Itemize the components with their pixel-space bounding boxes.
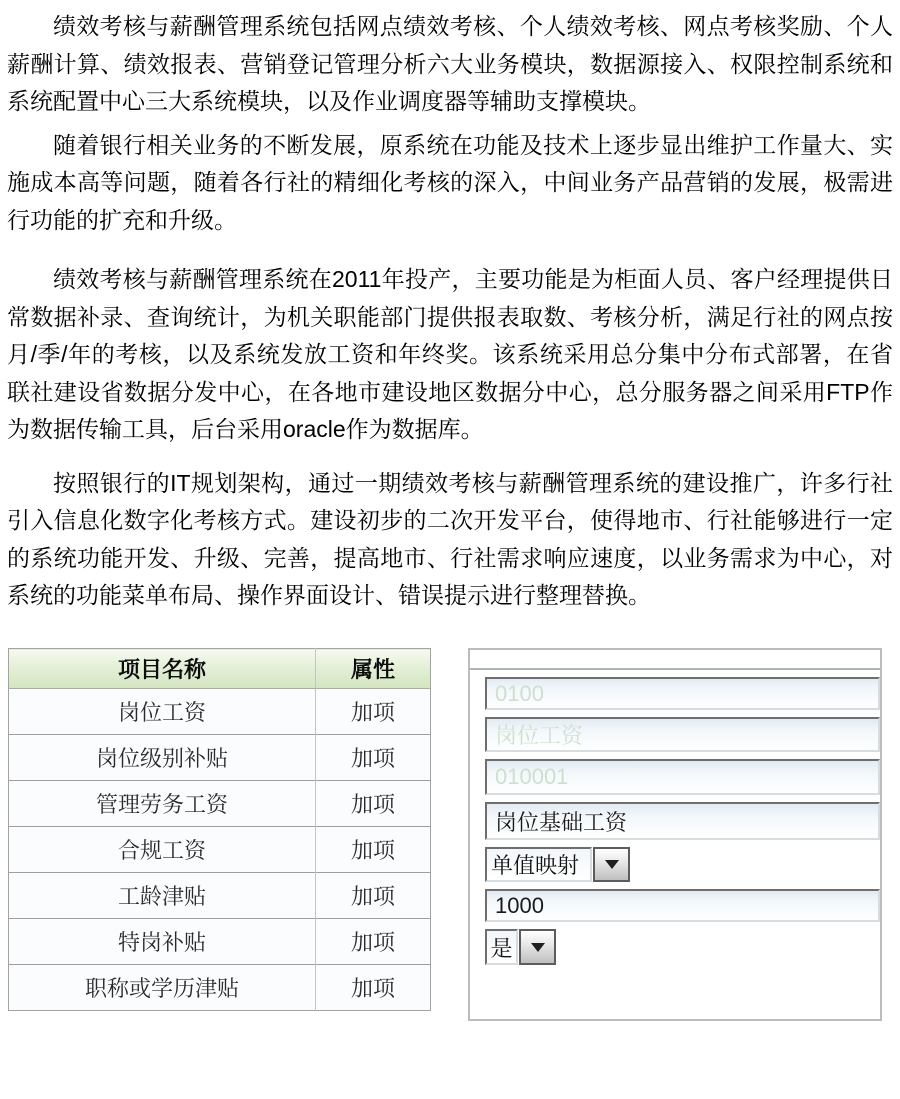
panel-top-strip <box>470 650 880 670</box>
item-name-cell: 合规工资 <box>9 827 316 873</box>
item-name-cell: 管理劳务工资 <box>9 781 316 827</box>
item-name-cell: 特岗补贴 <box>9 919 316 965</box>
enabled-flag-dropdown-button[interactable] <box>519 929 556 965</box>
table-header-row <box>9 649 431 689</box>
mapping-type-value: 单值映射 <box>485 847 592 882</box>
table-row <box>9 873 431 919</box>
paragraph-modules: 绩效考核与薪酬管理系统包括网点绩效考核、个人绩效考核、网点考核奖励、个人薪酬计算、绩效报表、营销登记管理分析六大业务模块，数据源接入、权限控制系统和系统配置中心三大系统模块，以及作业调度器等辅助支撑模块。 <box>7 13 893 114</box>
col-header-attribute: 属性 <box>316 649 431 689</box>
item-attr-cell: 加项 <box>316 919 431 965</box>
mapping-type-dropdown-button[interactable] <box>593 847 630 882</box>
paragraph-deployment: 绩效考核与薪酬管理系统在2011年投产，主要功能是为柜面人员、客户经理提供日常数据补录、查询统计，为机关职能部门提供报表取数、考核分析，满足行社的网点按月/季/年的考核，以及系统发放工资和年终奖。该系统采用总分集中分布式部署，在省联社建设省数据分发中心，在各地市建设地区数据分中心，总分服务器之间采用FTP作为数据传输工具，后台采用oracle作为数据库。 <box>7 266 893 442</box>
panel-fields <box>470 670 880 965</box>
item-code-input <box>485 677 880 710</box>
chevron-down-icon <box>605 860 619 869</box>
chevron-down-icon <box>531 943 545 952</box>
item-attr-cell: 加项 <box>316 965 431 1011</box>
paragraph-it-plan: 按照银行的IT规划架构，通过一期绩效考核与薪酬管理系统的建设推广，许多行社引入信息化数字化考核方式。建设初步的二次开发平台，使得地市、行社能够进行一定的系统功能开发、升级、完善，提高地市、行社需求响应速度，以业务需求为中心，对系统的功能菜单布局、操作界面设计、错误提示进行整理替换。 <box>7 469 893 608</box>
item-attr-cell: 加项 <box>316 873 431 919</box>
document-body <box>7 8 893 615</box>
item-attr-cell: 加项 <box>316 827 431 873</box>
item-name-input <box>485 717 880 752</box>
item-attr-cell: 加项 <box>316 781 431 827</box>
enabled-flag-value: 是 <box>485 929 518 965</box>
item-name-cell: 工龄津贴 <box>9 873 316 919</box>
sub-item-code-input <box>485 759 880 795</box>
mapping-type-select[interactable] <box>485 847 880 882</box>
table-row <box>9 735 431 781</box>
table-row <box>9 689 431 735</box>
amount-input[interactable] <box>485 889 880 922</box>
item-detail-panel <box>468 648 882 1021</box>
item-name-cell: 岗位级别补贴 <box>9 735 316 781</box>
table-row <box>9 827 431 873</box>
enabled-flag-select[interactable] <box>485 929 880 965</box>
table-row <box>9 919 431 965</box>
paragraph-upgrade-need: 随着银行相关业务的不断发展，原系统在功能及技术上逐步显出维护工作量大、实施成本高等问题，随着各行社的精细化考核的深入，中间业务产品营销的发展，极需进行功能的扩充和升级。 <box>7 131 893 233</box>
item-name-cell: 岗位工资 <box>9 689 316 735</box>
item-attr-cell: 加项 <box>316 689 431 735</box>
table-row <box>9 781 431 827</box>
item-name-cell: 职称或学历津贴 <box>9 965 316 1011</box>
salary-items-table <box>8 648 431 1011</box>
col-header-item-name: 项目名称 <box>9 649 316 689</box>
sub-item-name-input[interactable] <box>485 802 880 840</box>
item-attr-cell: 加项 <box>316 735 431 781</box>
table-row <box>9 965 431 1011</box>
